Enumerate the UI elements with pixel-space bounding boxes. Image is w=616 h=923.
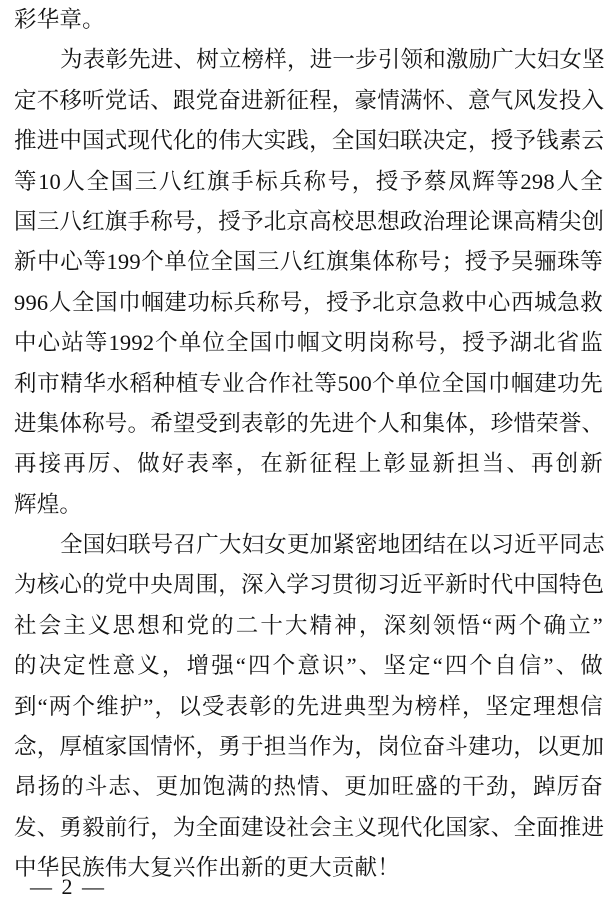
text-line: 定不移听党话、跟党奋进新征程，豪情满怀、意气风发投入 bbox=[14, 87, 605, 113]
text-line: 新中心等199个单位全国三八红旗集体称号；授予吴骊珠等 bbox=[14, 249, 603, 275]
text-line: 念，厚植家国情怀，勇于担当作为，岗位奋斗建功，以更加 bbox=[14, 734, 605, 760]
text-line: 中华民族伟大复兴作出新的更大贡献！ bbox=[14, 855, 400, 881]
document-page bbox=[14, 0, 603, 889]
text-line: 等10人全国三八红旗手标兵称号，授予蔡凤辉等298人全 bbox=[14, 168, 603, 194]
text-line: 彩华章。 bbox=[14, 7, 105, 32]
text-line: 中心站等1992个单位全国巾帼文明岗称号，授予湖北省监 bbox=[14, 330, 603, 356]
text-line: 利市精华水稻种植专业合作社等500个单位全国巾帼建功先 bbox=[14, 370, 603, 396]
text-line: 996人全国巾帼建功标兵称号，授予北京急救中心西城急救 bbox=[14, 289, 603, 315]
text-line: 为表彰先进、树立榜样，进一步引领和激励广大妇女坚 bbox=[60, 47, 605, 73]
text-line: 发、勇毅前行，为全面建设社会主义现代化国家、全面推进 bbox=[14, 814, 605, 840]
text-line: 到“两个维护”，以受表彰的先进典型为榜样，坚定理想信 bbox=[14, 693, 603, 719]
text-line: 辉煌。 bbox=[14, 491, 83, 517]
text-line: 再接再厉、做好表率，在新征程上彰显新担当、再创新 bbox=[14, 451, 603, 477]
text-line: 社会主义思想和党的二十大精神，深刻领悟“两个确立” bbox=[14, 612, 603, 638]
text-line: 的决定性意义，增强“四个意识”、坚定“四个自信”、做 bbox=[14, 653, 603, 679]
text-line: 国三八红旗手称号，授予北京高校思想政治理论课高精尖创 bbox=[14, 208, 605, 234]
text-line: 为核心的党中央周围，深入学习贯彻习近平新时代中国特色 bbox=[14, 572, 605, 598]
text-line: 进集体称号。希望受到表彰的先进个人和集体，珍惜荣誉、 bbox=[14, 410, 605, 436]
page-number: — 2 — bbox=[30, 874, 106, 899]
text-line: 昂扬的斗志、更加饱满的热情、更加旺盛的干劲，踔厉奋 bbox=[14, 774, 603, 800]
text-line: 推进中国式现代化的伟大实践，全国妇联决定，授予钱素云 bbox=[14, 128, 605, 154]
text-line: 全国妇联号召广大妇女更加紧密地团结在以习近平同志 bbox=[60, 532, 605, 558]
